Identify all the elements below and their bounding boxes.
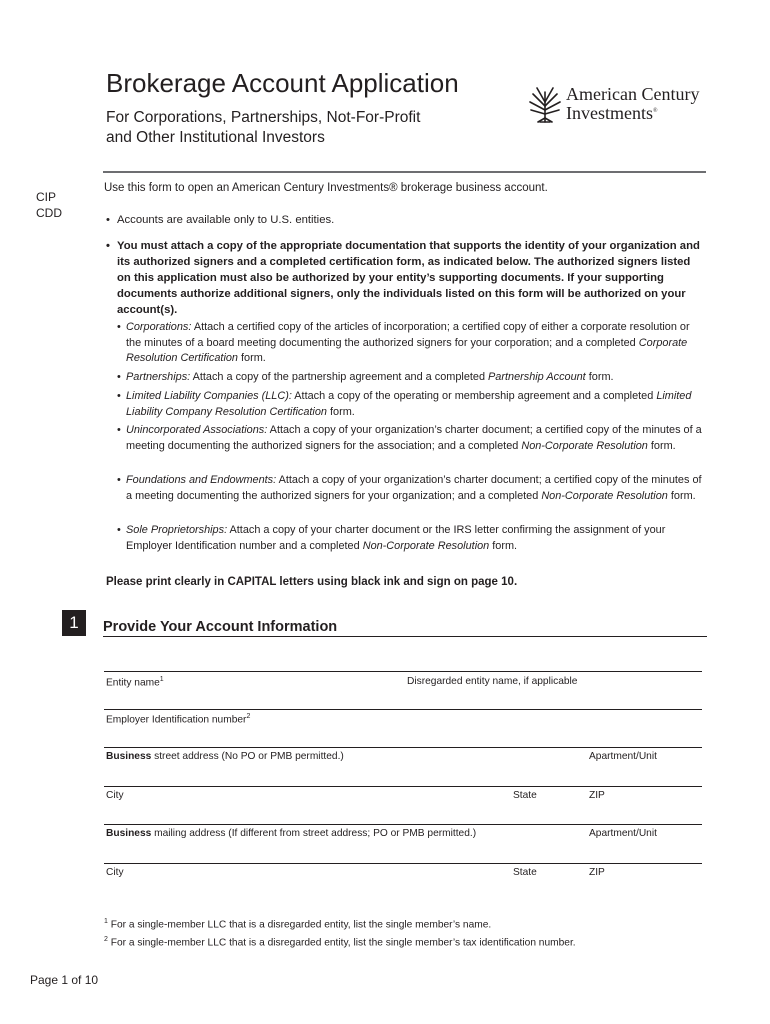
sub-bullet-foundations: • Foundations and Endowments: Attach a copy of your organization’s charter document; a certified copy of the minutes of a meeting documenting the authorized signers for your organization; and a completed Non-Corporate Resolution form.: [117, 474, 702, 502]
mailing-state-label: State: [513, 867, 537, 878]
bullet-text: You must attach a copy of the appropriate documentation that supports the identity of your organization and its authorized signers and a completed certification form, as indicated below. The authorized signers listed on this application must also be authorized by your entity’s supporting documents. If your supporting documents authorize additional signers, only the individuals listed on this form will be authorized on your account(s).: [117, 240, 700, 316]
bullet-documentation: [106, 238, 701, 318]
entity-name-label: Entity name$^1$: [106, 676, 164, 689]
page-title: Brokerage Account Application: [106, 68, 459, 98]
intro-text: Use this form to open an American Century Investments® brokerage business account.: [104, 182, 548, 194]
mailing-city-label: City: [106, 867, 124, 878]
subtitle-line-1: For Corporations, Partnerships, Not-For-Profit: [106, 109, 421, 126]
bullet-text: Accounts are available only to U.S. entities.: [117, 214, 335, 226]
state-label: State: [513, 790, 537, 801]
street-address-label: Business street address (No PO or PMB permitted.): [106, 751, 344, 762]
logo-line-1: American Century: [566, 84, 700, 104]
sub-bullet-associations: • Unincorporated Associations: Attach a copy of your organization’s charter document; a certified copy of the minutes of a meeting documenting the authorized signers for the association; and a completed Non-Corporate Resolution form.: [117, 424, 702, 452]
footnote-2: $^2$ For a single-member LLC that is a disregarded entity, list the single member’s tax identification number.: [104, 936, 576, 949]
company-logo: [528, 84, 699, 124]
sub-bullet-corporations: • Corporations: Attach a certified copy of the articles of incorporation; a certified copy of either a corporate resolution or the minutes of a board meeting documenting the authorized signers for your corporation; and a completed Corporate Resolution Certification form.: [117, 321, 690, 364]
page-subtitle: [106, 108, 486, 148]
header-divider: [103, 171, 706, 173]
subtitle-line-2: and Other Institutional Investors: [106, 129, 325, 146]
page-number: Page 1 of 10: [30, 973, 99, 987]
mailing-apartment-label: Apartment/Unit: [589, 828, 657, 839]
section-divider: [103, 636, 707, 637]
sub-bullet-llc: • Limited Liability Companies (LLC): Attach a copy of the operating or membership agreement and a completed Limited Liability Company Resolution Certification form.: [117, 390, 692, 418]
street-apartment-label: Apartment/Unit: [589, 751, 657, 762]
street-address-field[interactable]: [104, 747, 702, 748]
logo-wordmark: [566, 86, 699, 122]
footnote-1: $^1$ For a single-member LLC that is a disregarded entity, list the single member’s name.: [104, 918, 492, 931]
bullet-entities: [106, 212, 706, 228]
sub-bullet-partnerships: • Partnerships: Attach a copy of the partnership agreement and a completed Partnership Account form.: [117, 371, 614, 383]
disregarded-entity-label: Disregarded entity name, if applicable: [407, 676, 578, 687]
logo-line-2: Investments®: [566, 103, 658, 123]
entity-name-field[interactable]: [104, 671, 702, 672]
side-codes: [36, 189, 62, 221]
city-state-zip-field[interactable]: [104, 786, 702, 787]
bullet-dot: •: [106, 214, 110, 226]
tree-logo-icon: [528, 84, 562, 124]
print-instruction: Please print clearly in CAPITAL letters using black ink and sign on page 10.: [106, 576, 518, 588]
section-title: Provide Your Account Information: [103, 619, 338, 635]
mailing-address-label: Business mailing address (If different from street address; PO or PMB permitted.): [106, 828, 477, 839]
sub-bullet-sole-proprietorships: • Sole Proprietorships: Attach a copy of your charter document or the IRS letter confirming the assignment of your Employer Identification number and a completed Non-Corporate Resolution form.: [117, 524, 666, 552]
city-label: City: [106, 790, 124, 801]
mailing-city-state-zip-field[interactable]: [104, 863, 702, 864]
mailing-address-field[interactable]: [104, 824, 702, 825]
section-number-badge: 1: [62, 610, 86, 636]
side-code-cdd: CDD: [36, 206, 62, 220]
mailing-zip-label: ZIP: [589, 867, 605, 878]
side-code-cip: CIP: [36, 190, 57, 204]
ein-label: Employer Identification number$^2$: [106, 713, 251, 726]
ein-field[interactable]: [104, 709, 702, 710]
bullet-dot: •: [106, 240, 110, 252]
zip-label: ZIP: [589, 790, 605, 801]
